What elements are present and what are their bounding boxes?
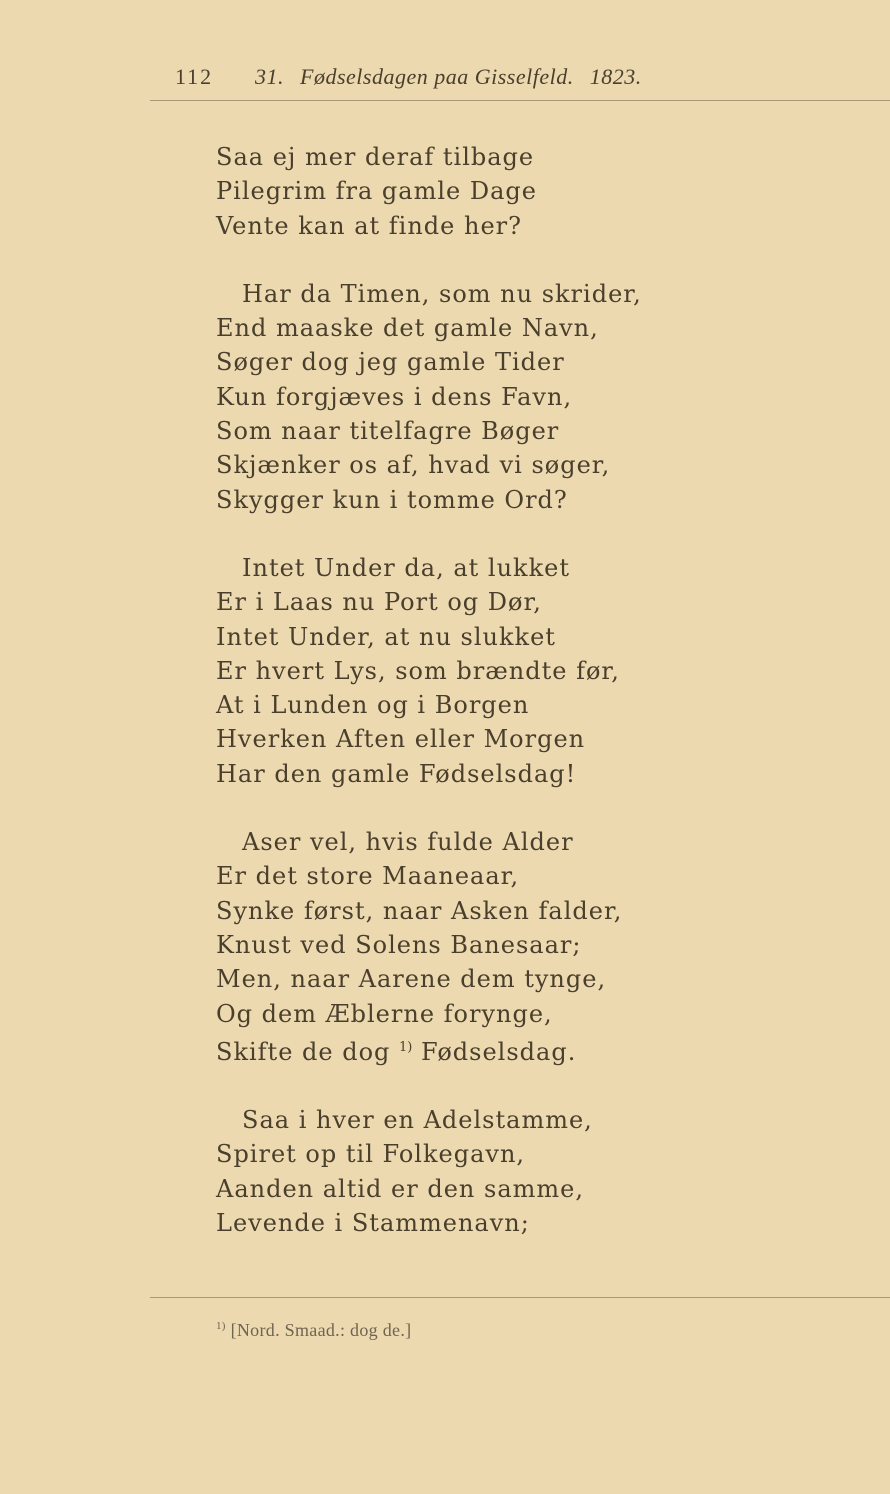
poem-line: Hverken Aften eller Morgen xyxy=(216,725,586,754)
poem-title: Fødselsdagen paa Gisselfeld. xyxy=(300,64,574,89)
stanza-5 xyxy=(216,1103,736,1240)
stanza-4 xyxy=(216,825,736,1069)
poem-line: Har den gamle Fødselsdag! xyxy=(216,759,577,788)
poem-line: Levende i Stammenavn; xyxy=(216,1209,530,1238)
footnote-marker: 1) xyxy=(399,1039,413,1055)
poem-line: Synke først, naar Asken falder, xyxy=(216,896,623,925)
line-text: Skifte de dog xyxy=(216,1037,391,1066)
poem-line: Men, naar Aarene dem tynge, xyxy=(216,965,607,994)
poem-line: Er hvert Lys, som brændte før, xyxy=(216,656,620,685)
running-header xyxy=(175,64,735,94)
poem-line: At i Lunden og i Borgen xyxy=(216,691,530,720)
poem-line: Skjænker os af, hvad vi søger, xyxy=(216,451,611,480)
poem-line: Pilegrim fra gamle Dage xyxy=(216,177,537,206)
poem-line: Skygger kun i tomme Ord? xyxy=(216,485,568,514)
poem-line: Aser vel, hvis fulde Alder xyxy=(242,828,574,857)
poem-line: Spiret op til Folkegavn, xyxy=(216,1140,526,1169)
stanza-3 xyxy=(216,551,736,791)
poem-body xyxy=(216,140,736,1274)
poem-number: 31. xyxy=(255,64,284,89)
poem-line: Kun forgjæves i dens Favn, xyxy=(216,382,573,411)
stanza-2 xyxy=(216,277,736,517)
line-text: Fødselsdag. xyxy=(412,1037,577,1066)
running-title xyxy=(255,64,652,90)
header-rule xyxy=(150,100,890,101)
poem-line: Aanden altid er den samme, xyxy=(216,1174,584,1203)
footnote-rule xyxy=(150,1297,890,1298)
poem-line: Vente kan at finde her? xyxy=(216,211,522,240)
stanza-1 xyxy=(216,140,736,243)
poem-line: Søger dog jeg gamle Tider xyxy=(216,348,565,377)
poem-line: Intet Under, at nu slukket xyxy=(216,622,556,651)
poem-line: End maaske det gamle Navn, xyxy=(216,314,599,343)
poem-line: Er i Laas nu Port og Dør, xyxy=(216,588,542,617)
poem-line: Er det store Maaneaar, xyxy=(216,862,520,891)
footnote-marker: 1) xyxy=(216,1320,226,1332)
footnote-text: [Nord. Smaad.: dog de.] xyxy=(230,1320,412,1340)
poem-year: 1823. xyxy=(589,64,642,89)
poem-line: Intet Under da, at lukket xyxy=(242,553,570,582)
poem-line-with-footnote xyxy=(216,1031,736,1069)
poem-line: Som naar titelfagre Bøger xyxy=(216,417,560,446)
poem-line: Saa ej mer deraf tilbage xyxy=(216,143,535,171)
poem-line: Knust ved Solens Banesaar; xyxy=(216,930,582,959)
poem-line: Og dem Æblerne forynge, xyxy=(216,999,553,1028)
footnote xyxy=(216,1320,411,1341)
page-number: 112 xyxy=(175,64,214,89)
poem-line: Saa i hver en Adelstamme, xyxy=(242,1106,593,1135)
poem-line: Har da Timen, som nu skrider, xyxy=(242,279,642,308)
